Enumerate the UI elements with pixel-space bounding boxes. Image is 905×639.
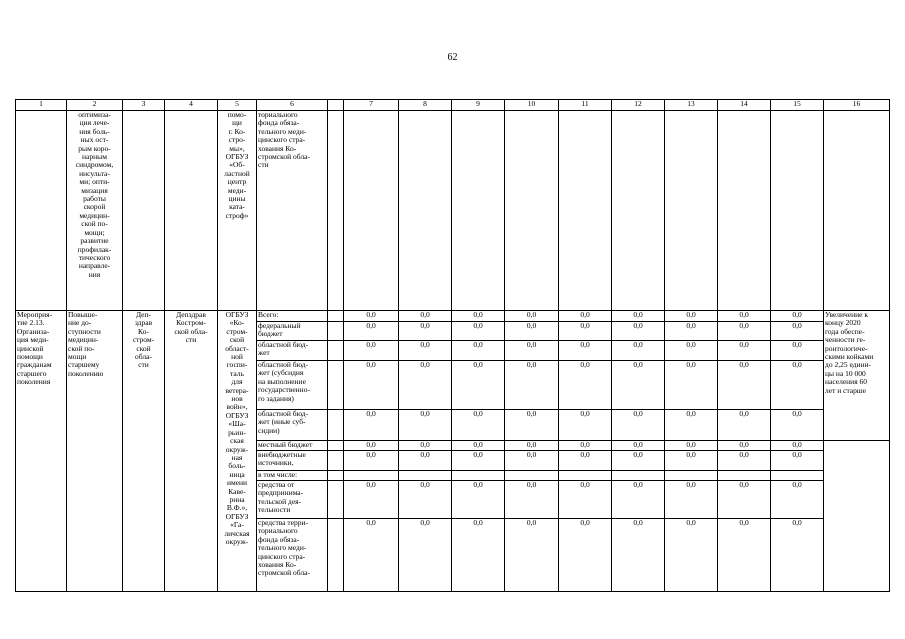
- value-cell: 0,0: [612, 322, 665, 341]
- header-row: [16, 100, 890, 111]
- expected-result-blank: [824, 441, 890, 592]
- header-cell: 3: [123, 100, 165, 111]
- value-cell: [665, 471, 718, 481]
- value-cell: 0,0: [718, 361, 771, 410]
- value-cell: 0,0: [771, 451, 824, 471]
- header-cell: 8: [399, 100, 452, 111]
- value-cell: 0,0: [718, 451, 771, 471]
- value-cell: 0,0: [559, 311, 612, 322]
- header-cell: 12: [612, 100, 665, 111]
- continuation-col16: [824, 111, 890, 311]
- value-cell: 0,0: [718, 441, 771, 451]
- value-cell: [399, 111, 452, 311]
- source-label: местный бюджет: [257, 441, 328, 451]
- header-cell: 11: [559, 100, 612, 111]
- value-cell: 0,0: [559, 481, 612, 519]
- value-cell: 0,0: [612, 361, 665, 410]
- value-cell: [665, 111, 718, 311]
- value-cell: 0,0: [399, 341, 452, 361]
- value-cell: [612, 111, 665, 311]
- header-cell: 16: [824, 100, 890, 111]
- value-cell: 0,0: [665, 410, 718, 441]
- value-cell: 0,0: [559, 341, 612, 361]
- header-cell: 4: [165, 100, 218, 111]
- value-cell: 0,0: [452, 361, 505, 410]
- measure-responsible: Депздрав Костром- ской обла- сти: [165, 311, 218, 592]
- source-label: средства терри- ториального фонда обяза- тельного меди- цинского стра- хования Ко- стромской обла-: [257, 519, 328, 592]
- value-cell: 0,0: [344, 519, 399, 592]
- value-cell: [344, 471, 399, 481]
- value-cell: 0,0: [344, 361, 399, 410]
- value-cell: 0,0: [612, 519, 665, 592]
- value-cell: 0,0: [344, 341, 399, 361]
- value-cell: [452, 471, 505, 481]
- spacer-cell: [328, 481, 344, 519]
- header-cell: 5: [218, 100, 257, 111]
- continuation-col1: [16, 111, 67, 311]
- value-cell: 0,0: [344, 410, 399, 441]
- header-spacer-cell: [328, 100, 344, 111]
- value-cell: 0,0: [399, 311, 452, 322]
- measure-title: Мероприя- тие 2.13. Организа- ция меди- цинской помощи гражданам старшего поколения: [16, 311, 67, 592]
- value-cell: 0,0: [665, 341, 718, 361]
- value-cell: 0,0: [718, 481, 771, 519]
- header-cell: 6: [257, 100, 328, 111]
- value-cell: 0,0: [559, 441, 612, 451]
- value-cell: 0,0: [665, 322, 718, 341]
- value-cell: 0,0: [559, 361, 612, 410]
- value-cell: [771, 471, 824, 481]
- measure-goal: Повыше- ние до- ступности медицин- ской по- мощи старшему поколению: [67, 311, 123, 592]
- value-cell: 0,0: [344, 441, 399, 451]
- source-label: областной бюд- жет (иные суб- сидии): [257, 410, 328, 441]
- spacer-cell: [328, 341, 344, 361]
- value-cell: 0,0: [452, 481, 505, 519]
- source-label: средства от предпринима- тельской дея- тельности: [257, 481, 328, 519]
- value-cell: 0,0: [505, 361, 559, 410]
- value-cell: 0,0: [665, 451, 718, 471]
- value-cell: 0,0: [452, 341, 505, 361]
- header-cell: 9: [452, 100, 505, 111]
- value-cell: 0,0: [559, 519, 612, 592]
- value-cell: 0,0: [612, 451, 665, 471]
- value-cell: 0,0: [452, 451, 505, 471]
- page-number: 62: [447, 52, 458, 63]
- continuation-col6: ториального фонда обяза- тельного меди- цинского стра- хования Ко- стромской обла- сти: [257, 111, 328, 311]
- value-cell: 0,0: [559, 451, 612, 471]
- header-cell: 1: [16, 100, 67, 111]
- value-cell: 0,0: [665, 361, 718, 410]
- value-cell: 0,0: [665, 311, 718, 322]
- value-cell: [344, 111, 399, 311]
- value-cell: 0,0: [771, 519, 824, 592]
- header-cell: 2: [67, 100, 123, 111]
- value-cell: 0,0: [665, 519, 718, 592]
- value-cell: [718, 471, 771, 481]
- value-cell: 0,0: [399, 441, 452, 451]
- continuation-col4: [165, 111, 218, 311]
- value-cell: 0,0: [505, 519, 559, 592]
- value-cell: [612, 471, 665, 481]
- value-cell: [505, 471, 559, 481]
- value-cell: 0,0: [612, 481, 665, 519]
- value-cell: 0,0: [505, 441, 559, 451]
- value-cell: [505, 111, 559, 311]
- header-cell: 7: [344, 100, 399, 111]
- value-cell: 0,0: [505, 481, 559, 519]
- continuation-col2: оптимиза- ция лече- ния боль- ных ост- рым коро- нарным синдромом, инсульта- ми; опти- мизация работы скорой медицин- ской по- мощи; развитие профилак- тического направле- ния: [67, 111, 123, 311]
- value-cell: 0,0: [771, 311, 824, 322]
- value-cell: 0,0: [344, 311, 399, 322]
- value-cell: 0,0: [771, 361, 824, 410]
- value-cell: 0,0: [452, 519, 505, 592]
- spacer-cell: [328, 410, 344, 441]
- value-cell: 0,0: [452, 441, 505, 451]
- value-cell: 0,0: [505, 322, 559, 341]
- header-cell: 13: [665, 100, 718, 111]
- value-cell: 0,0: [718, 410, 771, 441]
- value-cell: [771, 111, 824, 311]
- value-cell: 0,0: [399, 410, 452, 441]
- spacer-cell: [328, 451, 344, 471]
- expected-result: Увеличение к концу 2020 года обеспе- ченности ге- ронтологиче- скими койками до 2,25 едини- цы на 10 000 населения 60 лет и старше: [824, 311, 890, 441]
- value-cell: 0,0: [771, 410, 824, 441]
- value-cell: 0,0: [399, 361, 452, 410]
- value-cell: 0,0: [505, 451, 559, 471]
- value-cell: 0,0: [665, 481, 718, 519]
- value-cell: 0,0: [771, 481, 824, 519]
- value-cell: 0,0: [452, 410, 505, 441]
- source-row-total: [16, 311, 890, 322]
- header-cell: 14: [718, 100, 771, 111]
- value-cell: 0,0: [399, 322, 452, 341]
- value-cell: 0,0: [344, 322, 399, 341]
- value-cell: 0,0: [612, 311, 665, 322]
- value-cell: [559, 111, 612, 311]
- header-cell: 10: [505, 100, 559, 111]
- continuation-col3: [123, 111, 165, 311]
- value-cell: 0,0: [612, 410, 665, 441]
- source-label: Всего:: [257, 311, 328, 322]
- budget-table: [15, 99, 890, 592]
- value-cell: 0,0: [612, 441, 665, 451]
- value-cell: 0,0: [505, 410, 559, 441]
- spacer-cell: [328, 471, 344, 481]
- value-cell: 0,0: [344, 481, 399, 519]
- value-cell: [559, 471, 612, 481]
- spacer-cell: [328, 111, 344, 311]
- source-label: областной бюд- жет: [257, 341, 328, 361]
- spacer-cell: [328, 361, 344, 410]
- value-cell: 0,0: [718, 322, 771, 341]
- value-cell: 0,0: [718, 311, 771, 322]
- spacer-cell: [328, 311, 344, 322]
- source-label: внебюджетные источники,: [257, 451, 328, 471]
- source-label: федеральный бюджет: [257, 322, 328, 341]
- value-cell: 0,0: [399, 451, 452, 471]
- value-cell: 0,0: [399, 519, 452, 592]
- source-label: в том числе:: [257, 471, 328, 481]
- measure-executors: ОГБУЗ «Ко- стром- ской област- ной госпи- таль для ветера- нов войн», ОГБУЗ «Ша- рьин- ская окруж- ная боль- ница имени Каве- рина В.Ф.», ОГБУЗ «Га- личская окруж-: [218, 311, 257, 592]
- value-cell: [399, 471, 452, 481]
- continuation-row: [16, 111, 890, 311]
- value-cell: 0,0: [452, 322, 505, 341]
- value-cell: 0,0: [612, 341, 665, 361]
- spacer-cell: [328, 441, 344, 451]
- value-cell: 0,0: [771, 341, 824, 361]
- value-cell: 0,0: [771, 441, 824, 451]
- spacer-cell: [328, 322, 344, 341]
- value-cell: 0,0: [665, 441, 718, 451]
- value-cell: 0,0: [718, 519, 771, 592]
- value-cell: 0,0: [344, 451, 399, 471]
- value-cell: 0,0: [771, 322, 824, 341]
- source-label: областной бюд- жет (субсидия на выполнение государственно- го задания): [257, 361, 328, 410]
- continuation-col5: помо- щи г. Ко- стро- мы», ОГБУЗ «Об- ластной центр меди- цины ката- строф»: [218, 111, 257, 311]
- measure-coordinator: Деп- здрав Ко- стром- ской обла- сти: [123, 311, 165, 592]
- header-cell: 15: [771, 100, 824, 111]
- spacer-cell: [328, 519, 344, 592]
- value-cell: 0,0: [505, 341, 559, 361]
- value-cell: 0,0: [718, 341, 771, 361]
- value-cell: 0,0: [559, 322, 612, 341]
- value-cell: [452, 111, 505, 311]
- value-cell: 0,0: [505, 311, 559, 322]
- value-cell: 0,0: [559, 410, 612, 441]
- value-cell: [718, 111, 771, 311]
- value-cell: 0,0: [399, 481, 452, 519]
- value-cell: 0,0: [452, 311, 505, 322]
